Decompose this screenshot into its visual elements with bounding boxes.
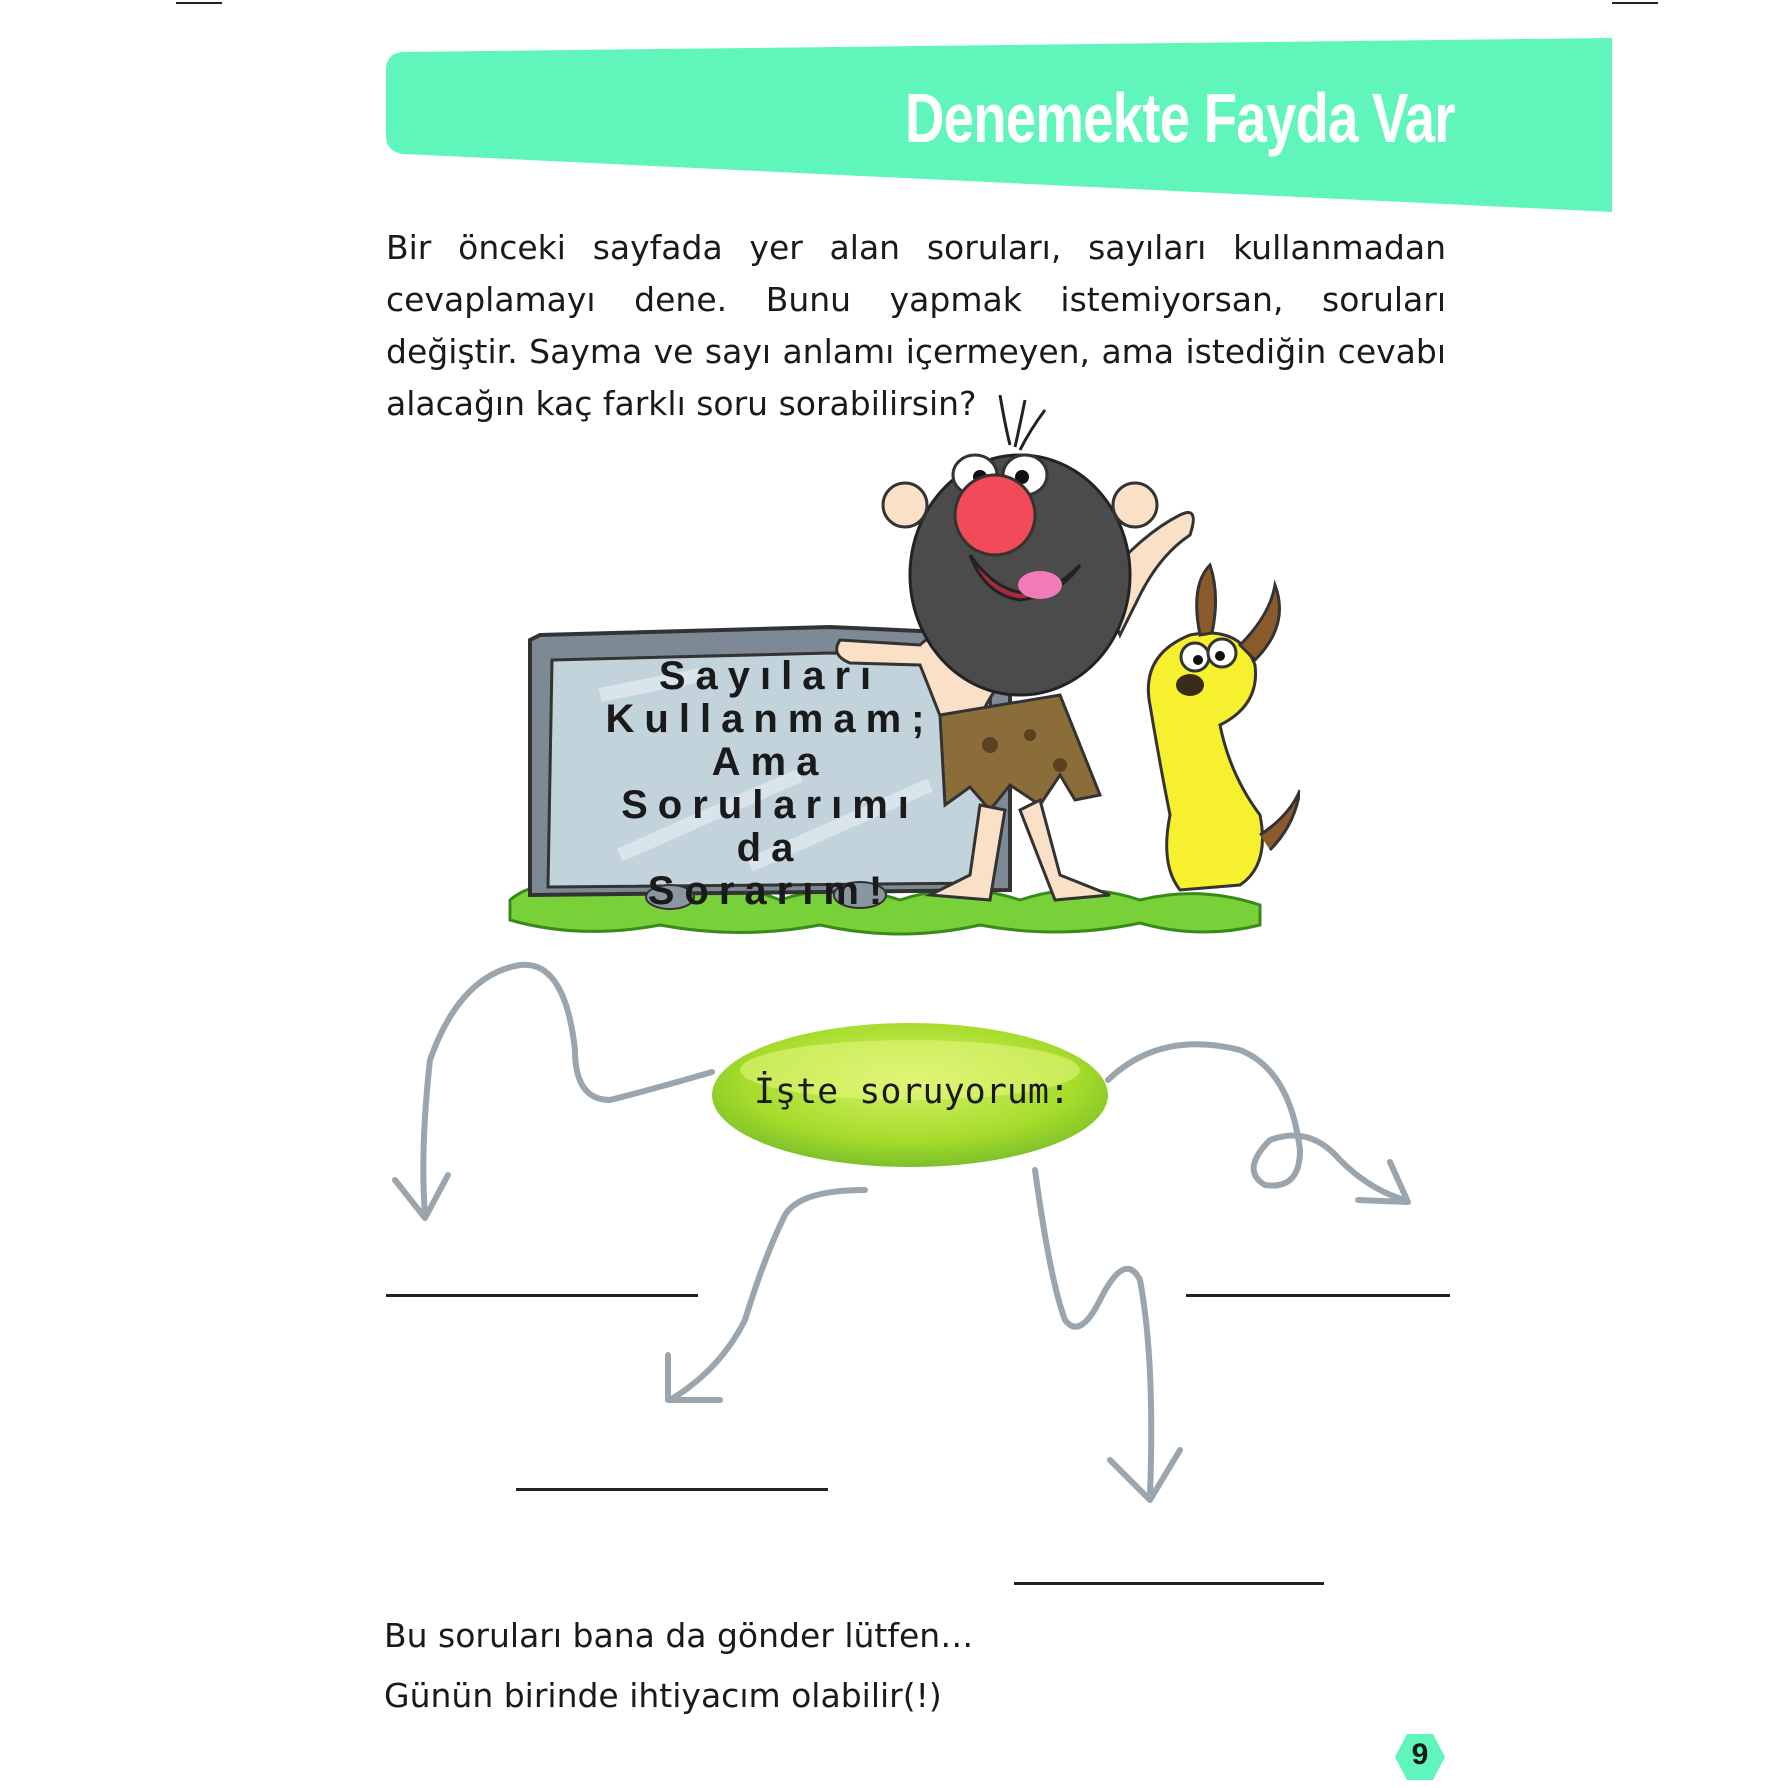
answer-line[interactable] — [1186, 1294, 1450, 1297]
arrow-left — [423, 965, 712, 1215]
arrow-down — [1035, 1170, 1151, 1495]
answer-line[interactable] — [386, 1294, 698, 1297]
page-title: Denemekte Fayda Var — [905, 79, 1455, 157]
arrow-right — [1108, 1044, 1405, 1200]
answer-line[interactable] — [1014, 1582, 1324, 1585]
page-number-badge — [1394, 1732, 1446, 1782]
stone-sign-line: Sorularımı da — [621, 783, 919, 870]
page-number: 9 — [1411, 1738, 1429, 1771]
stone-sign-line: Sorarım! — [647, 869, 893, 913]
stone-sign-line: Sayıları — [658, 654, 882, 698]
bubble-label: İşte soruyorum: — [753, 1072, 1071, 1112]
answer-line[interactable] — [516, 1488, 828, 1491]
footer-note — [384, 1606, 1084, 1726]
footer-line: Bu soruları bana da gönder lütfen… — [384, 1616, 974, 1655]
title-banner — [0, 0, 1788, 240]
stone-sign-line: Ama — [711, 740, 829, 784]
footer-line: Günün birinde ihtiyacım olabilir(!) — [384, 1676, 942, 1715]
arrows-diagram — [0, 940, 1788, 1520]
stone-sign-line: Kullanmam; — [605, 697, 935, 741]
intro-paragraph: Bir önceki sayfada yer alan soruları, sayıları kullanmadan cevaplamayı dene. Bunu yapmak istemiyorsan, soruları değiştir. Sayma ve sayı anlamı içermeyen, ama istediğin cevabı alacağın kaç farklı soru sorabilirsin? — [386, 228, 1446, 423]
stone-sign-text — [590, 655, 950, 913]
arrow-down-left — [670, 1190, 865, 1400]
